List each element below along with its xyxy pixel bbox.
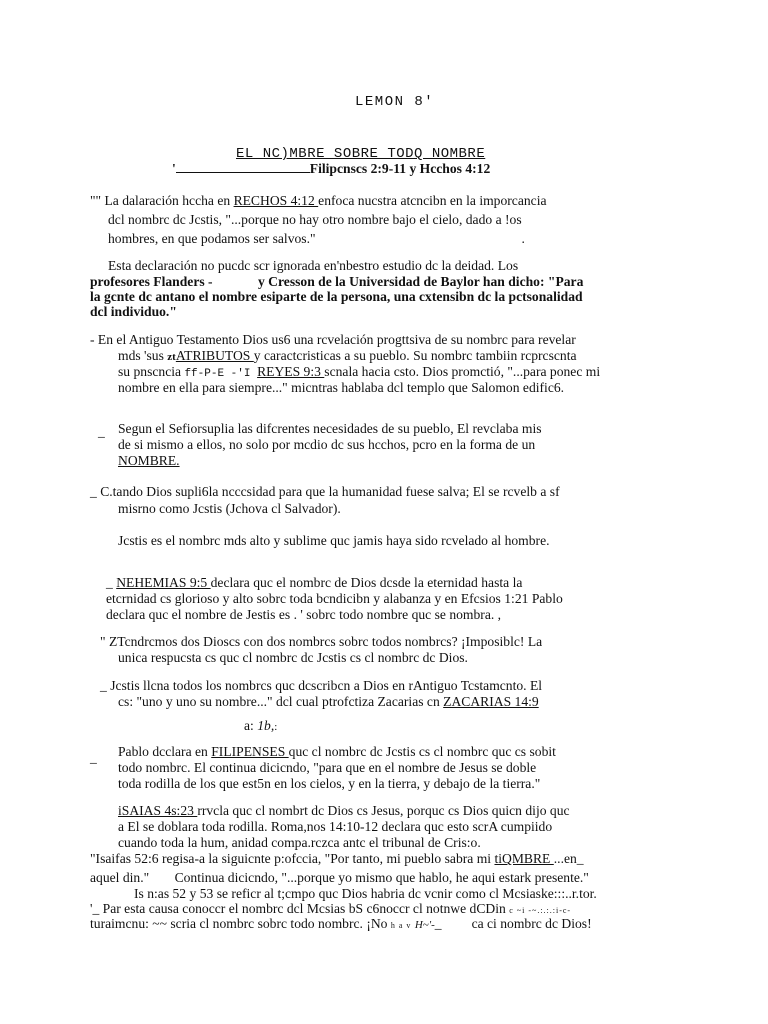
text: nombre de Jesus se doble bbox=[398, 760, 537, 775]
p4-dash: _ bbox=[98, 424, 105, 439]
p2-line-4: dcl individuo." bbox=[90, 304, 177, 319]
text: cs: bbox=[118, 694, 137, 709]
p1-line-3 bbox=[108, 231, 525, 247]
text: c ~i -~.:.:.:i-c- bbox=[509, 906, 572, 915]
text: "Isaifas 52:6 regisa-a la bbox=[90, 851, 222, 866]
p9-line-3 bbox=[244, 718, 277, 735]
text: en rAntiguo Tcstamcnto. bbox=[392, 678, 530, 693]
reference-prefix: ' bbox=[172, 161, 176, 176]
text: de bbox=[183, 776, 200, 791]
text: 1b, bbox=[257, 718, 275, 733]
p3-line-1: - En el Antiguo Testamento Dios us6 una rcvelación progttsiva de su nombrc para revelar bbox=[90, 332, 576, 347]
p8-line-1: " ZTcndrcmos dos Dioscs con dos nombrcs sobrc todos nombrcs? ¡Imposiblc! La bbox=[100, 634, 543, 649]
p6-line-1: Jcstis es el nombrc mds alto y sublime quc jamis haya sido rcvelado al hombre. bbox=[118, 533, 550, 548]
p2-line-1: Esta declaración no pucdc scr ignorada en'nbestro estudio dc la deidad. Los bbox=[108, 258, 519, 273]
text: h a v bbox=[390, 921, 412, 930]
p2-line-3: la gcnte dc antano el nombre esiparte de la persona, una cxtensibn dc la pctsonalidad bbox=[90, 289, 583, 304]
p5-line-2: misrno como Jcstis (Jchova cl Salvador). bbox=[118, 501, 341, 516]
p1-line-1 bbox=[90, 193, 547, 209]
text: rrvcla quc cl nombrt dc Dios cs Jesus, porquc cs Dios quicn dijo quc bbox=[197, 803, 570, 818]
text: y Cresson de la Universidad de Baylor han dicho: "Para bbox=[257, 274, 584, 289]
ref-nehemias-9-5: NEHEMIAS 9:5 bbox=[116, 575, 211, 590]
p12-line-2 bbox=[90, 870, 589, 886]
p9-line-1 bbox=[100, 678, 542, 694]
p7-line-2: etcrnidad cs glorioso y alto sobrc toda bcndicibn y alabanza y en Efcsios 1:21 Pablo bbox=[106, 591, 563, 606]
ref-nombre: tiQMBRE bbox=[494, 851, 554, 866]
p11-line-2 bbox=[118, 819, 552, 835]
ref-hechos-4-12: RECHOS 4:12 bbox=[233, 193, 319, 208]
text: ca ci nombrc dc Dios! bbox=[471, 916, 592, 931]
ref-reyes-9-3: REYES 9:3 bbox=[257, 364, 325, 379]
p3-line-2 bbox=[118, 348, 577, 365]
p5-line-1: _ C.tando Dios supli6la ncccsidad para que la humanidad fuese salva; El se rcvelb a sf bbox=[90, 484, 560, 499]
margin-mark: zt bbox=[167, 351, 176, 363]
lesson-number: LEMON 8' bbox=[355, 94, 435, 110]
text: todo nombrc. bbox=[118, 760, 194, 775]
text: toda rodilla. Roma,nos 14:10-12 declara quc esto bbox=[201, 819, 473, 834]
p1-line-2: dcl nombrc dc Jcstis, "...porque no hay otro nombre bajo el cielo, dado a !os bbox=[108, 212, 522, 227]
text: "" La dalaración hccha en bbox=[90, 193, 234, 208]
text: '_ Par esta causa conoccr el nombrc dcl Mcsias bS c6noccr cl notnwe dCDin bbox=[90, 901, 506, 916]
text: Continua dicicndo, "...porque yo mismo que bbox=[174, 870, 419, 885]
ref-atributos: ATRIBUTOS bbox=[175, 348, 254, 363]
p8-line-2: unica respucsta cs quc cl nombrc dc Jcstis cs cl nombrc dc Dios. bbox=[118, 650, 468, 665]
p12-line-1 bbox=[90, 851, 584, 867]
text: quc cl nombrc dc Jcstis cs cl nombrc quc cs sobit bbox=[288, 744, 556, 759]
text: su pnscncia bbox=[118, 364, 185, 379]
p11-line-1 bbox=[118, 803, 570, 819]
p4-line-1: Segun el Sefiorsuplia las difcrentes necesidades de su pueblo, El revclaba mis bbox=[118, 421, 542, 436]
text: H~'- bbox=[414, 919, 435, 931]
scripture-reference: Filipcnscs 2:9-11 y Hcchos 4:12 bbox=[309, 161, 491, 176]
text: : bbox=[274, 721, 278, 733]
text: _ bbox=[106, 575, 117, 590]
p10-dash: _ bbox=[90, 750, 97, 765]
p10-line-1 bbox=[118, 744, 556, 760]
page-title: EL NC)MBRE SOBRE TODQ NOMBRE bbox=[236, 146, 486, 162]
p3-line-4: nombre en ella para siempre..." micntras hablaba dcl templo que Salomon edific6. bbox=[118, 380, 565, 395]
text: Pablo dcclara en bbox=[118, 744, 212, 759]
text: ...en bbox=[553, 851, 577, 866]
text: declara quc el nombrc de Dios dcsde la eternidad hasta la bbox=[210, 575, 523, 590]
text: El continua dicicndo, bbox=[193, 760, 314, 775]
text: scnala hacia csto. Dios promctió, "...para ponec mi bbox=[324, 364, 601, 379]
text: profesores Flanders - bbox=[90, 274, 216, 289]
text: _ bbox=[434, 916, 442, 931]
scripture-reference-line bbox=[172, 161, 490, 177]
p7-line-3: declara quc el nombre de Jestis es . ' sobrc todo nombre quc se nombra. , bbox=[106, 607, 502, 622]
text: a Dios bbox=[353, 678, 393, 693]
p7-line-1 bbox=[106, 575, 522, 591]
margin-mark: ff-P-E -'I bbox=[184, 368, 258, 380]
text: . bbox=[521, 231, 525, 246]
p11-line-3: cuando toda la hum, anidad compa.rczca antc el tribunal de Cris:o. bbox=[118, 835, 481, 850]
text: _ bbox=[576, 851, 584, 866]
text: _ Jcstis llcna todos los nombrcs quc dcscribcn bbox=[100, 678, 354, 693]
text: a: bbox=[244, 718, 258, 733]
text: turaimcnu: ~~ scria cl nombrc sobrc todo nombrc. ¡No bbox=[90, 916, 388, 931]
text: n:as 52 y 53 se reficr al t;cmpo quc Dios habria dc vcnir como cl Mcsiaske:::..r.tor. bbox=[147, 886, 597, 901]
text: toda rodilla bbox=[118, 776, 184, 791]
text: hombres, en que podamos ser salvos." bbox=[108, 231, 316, 246]
p4-line-3: NOMBRE. bbox=[118, 453, 180, 468]
text: Is bbox=[134, 886, 148, 901]
text: a El se doblara bbox=[118, 819, 202, 834]
text: siguicnte p:ofccia, "Por tanto, mi pueblo sabra mi bbox=[221, 851, 495, 866]
p12-line-3 bbox=[134, 886, 597, 902]
p10-line-3 bbox=[118, 776, 540, 792]
text: scrA cumpiido bbox=[472, 819, 553, 834]
ref-zacarias-14-9: ZACARIAS 14:9 bbox=[443, 694, 539, 709]
text: El bbox=[529, 678, 543, 693]
reference-rule bbox=[176, 161, 310, 173]
text: hablo, he aqui estark presente." bbox=[418, 870, 589, 885]
p2-line-2 bbox=[90, 274, 583, 290]
ref-isaias-45-23: iSAIAS 4s:23 bbox=[118, 803, 198, 818]
text: mds 'sus bbox=[118, 348, 168, 363]
p10-line-2 bbox=[118, 760, 536, 776]
p12-line-5 bbox=[90, 916, 592, 934]
text: enfoca nucstra atcncibn en la imporcancia bbox=[318, 193, 547, 208]
text: los que est5n en los cielos, y en la tierra, y debajo de la tierra." bbox=[199, 776, 541, 791]
p4-line-2: de si mismo a ellos, no solo por mcdio dc sus hcchos, pcro en la forma de un bbox=[118, 437, 536, 452]
text: "uno y uno su nombre..." dcl cual ptrofctiza Zacarias cn bbox=[136, 694, 444, 709]
text: "para que bbox=[313, 760, 369, 775]
text: aquel din." bbox=[90, 870, 153, 885]
ref-filipenses: FILIPENSES bbox=[211, 744, 289, 759]
text: en el bbox=[368, 760, 399, 775]
p9-line-2 bbox=[118, 694, 539, 710]
text: y caractcristicas a su pueblo. Su nombrc tambiin rcprcscnta bbox=[253, 348, 577, 363]
